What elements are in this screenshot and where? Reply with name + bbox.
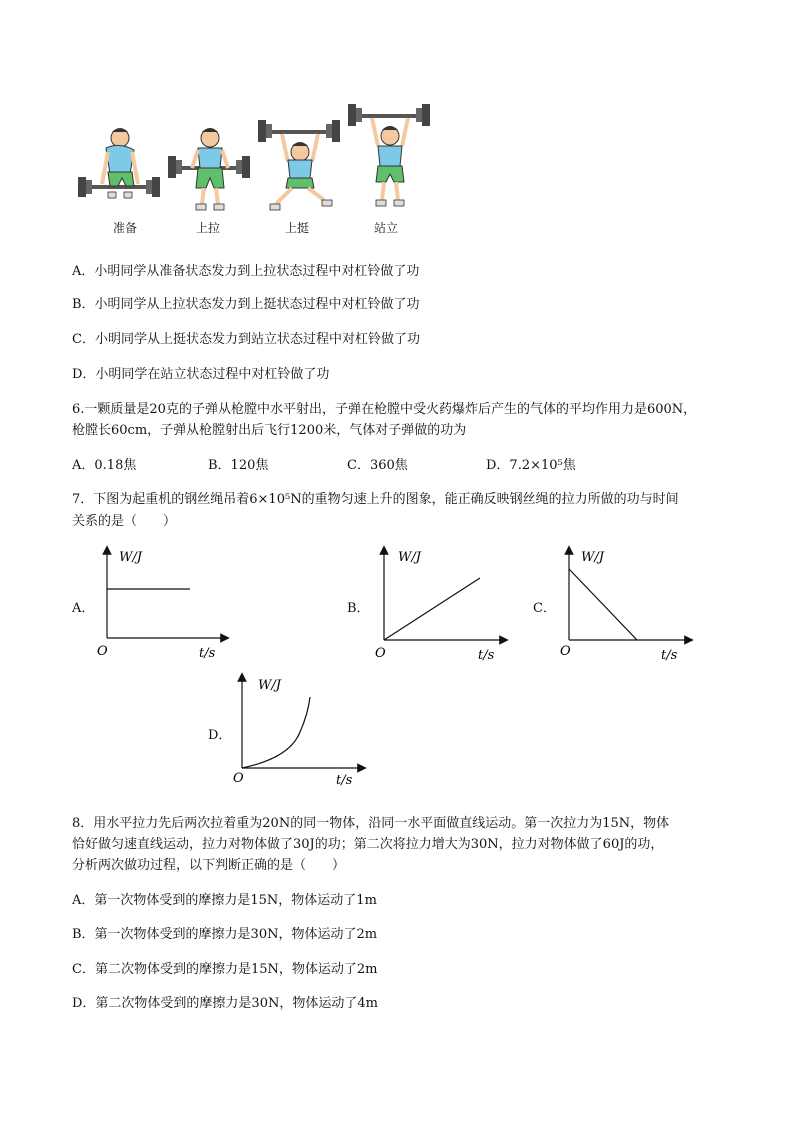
graph-d (230, 672, 370, 792)
graph-c (557, 545, 697, 665)
lifter-pull (168, 128, 250, 210)
q8-option-b: B．第一次物体受到的摩擦力是30N，物体运动了2m (72, 927, 378, 942)
q8-stem-line3: 分析两次做功过程，以下判断正确的是（ ） (72, 858, 346, 873)
graph-d-xlabel: t/s (336, 773, 353, 788)
q6-option-c: C．360焦 (347, 458, 408, 473)
graph-b-xlabel: t/s (478, 648, 495, 663)
graph-b-ylabel: W/J (398, 550, 421, 565)
graph-d-curve (242, 697, 310, 768)
graph-c-ylabel: W/J (581, 550, 604, 565)
q7-stem-line2: 关系的是（ ） (72, 514, 177, 529)
q6-option-a: A．0.18焦 (72, 458, 137, 473)
caption-pull: 上拉 (196, 221, 221, 235)
graph-c-line (569, 569, 637, 640)
graph-d-origin: O (233, 771, 244, 786)
graph-d-ylabel: W/J (258, 678, 281, 693)
q6-option-d: D．7.2×10⁵焦 (486, 458, 576, 473)
q5-option-d: D．小明同学在站立状态过程中对杠铃做了功 (72, 367, 330, 382)
graph-d-letter: D． (208, 728, 232, 743)
q5-option-b: B．小明同学从上拉状态发力到上挺状态过程中对杠铃做了功 (72, 297, 420, 312)
q8-stem-line2: 恰好做匀速直线运动，拉力对物体做了30J的功；第二次将拉力增大为30N，拉力对物体做了60J的功， (72, 837, 664, 852)
graph-b-line (384, 578, 480, 640)
graph-a-letter: A． (72, 601, 95, 616)
weightlifting-figure (70, 100, 440, 220)
graph-b (372, 545, 512, 665)
q5-option-c: C．小明同学从上挺状态发力到站立状态过程中对杠铃做了功 (72, 332, 420, 347)
graph-b-letter: B． (347, 601, 370, 616)
q7-stem-line1: 7．下图为起重机的钢丝绳吊着6×10⁵N的重物匀速上升的图象，能正确反映钢丝绳的拉力所做的功与时间 (72, 492, 679, 507)
caption-jerk: 上挺 (285, 221, 310, 235)
caption-stand: 站立 (374, 221, 399, 235)
q8-option-c: C．第二次物体受到的摩擦力是15N，物体运动了2m (72, 962, 378, 977)
graph-a-ylabel: W/J (119, 550, 142, 565)
lifter-jerk (258, 120, 340, 210)
graph-c-xlabel: t/s (661, 648, 678, 663)
q6-stem-line1: 6.一颗质量是20克的子弹从枪膛中水平射出，子弹在枪膛中受火药爆炸后产生的气体的平均作用力是600N， (72, 402, 697, 417)
graph-a-origin: O (97, 644, 108, 659)
q8-option-d: D．第二次物体受到的摩擦力是30N，物体运动了4m (72, 996, 378, 1011)
q5-option-a: A．小明同学从准备状态发力到上拉状态过程中对杠铃做了功 (72, 264, 420, 279)
graph-b-origin: O (375, 646, 386, 661)
q8-stem-line1: 8．用水平拉力先后两次拉着重为20N的同一物体，沿同一水平面做直线运动。第一次拉力为15N，物体 (72, 816, 670, 831)
q6-option-b: B．120焦 (208, 458, 269, 473)
graph-c-origin: O (560, 644, 571, 659)
caption-ready: 准备 (113, 221, 138, 235)
q6-stem-line2: 枪膛长60cm，子弹从枪膛射出后飞行1200米，气体对子弹做的功为 (72, 423, 467, 438)
graph-a (95, 545, 235, 665)
q8-option-a: A．第一次物体受到的摩擦力是15N，物体运动了1m (72, 893, 377, 908)
graph-a-xlabel: t/s (199, 646, 216, 661)
lifter-ready (78, 128, 160, 198)
lifter-stand (348, 104, 430, 206)
graph-c-letter: C． (533, 601, 556, 616)
